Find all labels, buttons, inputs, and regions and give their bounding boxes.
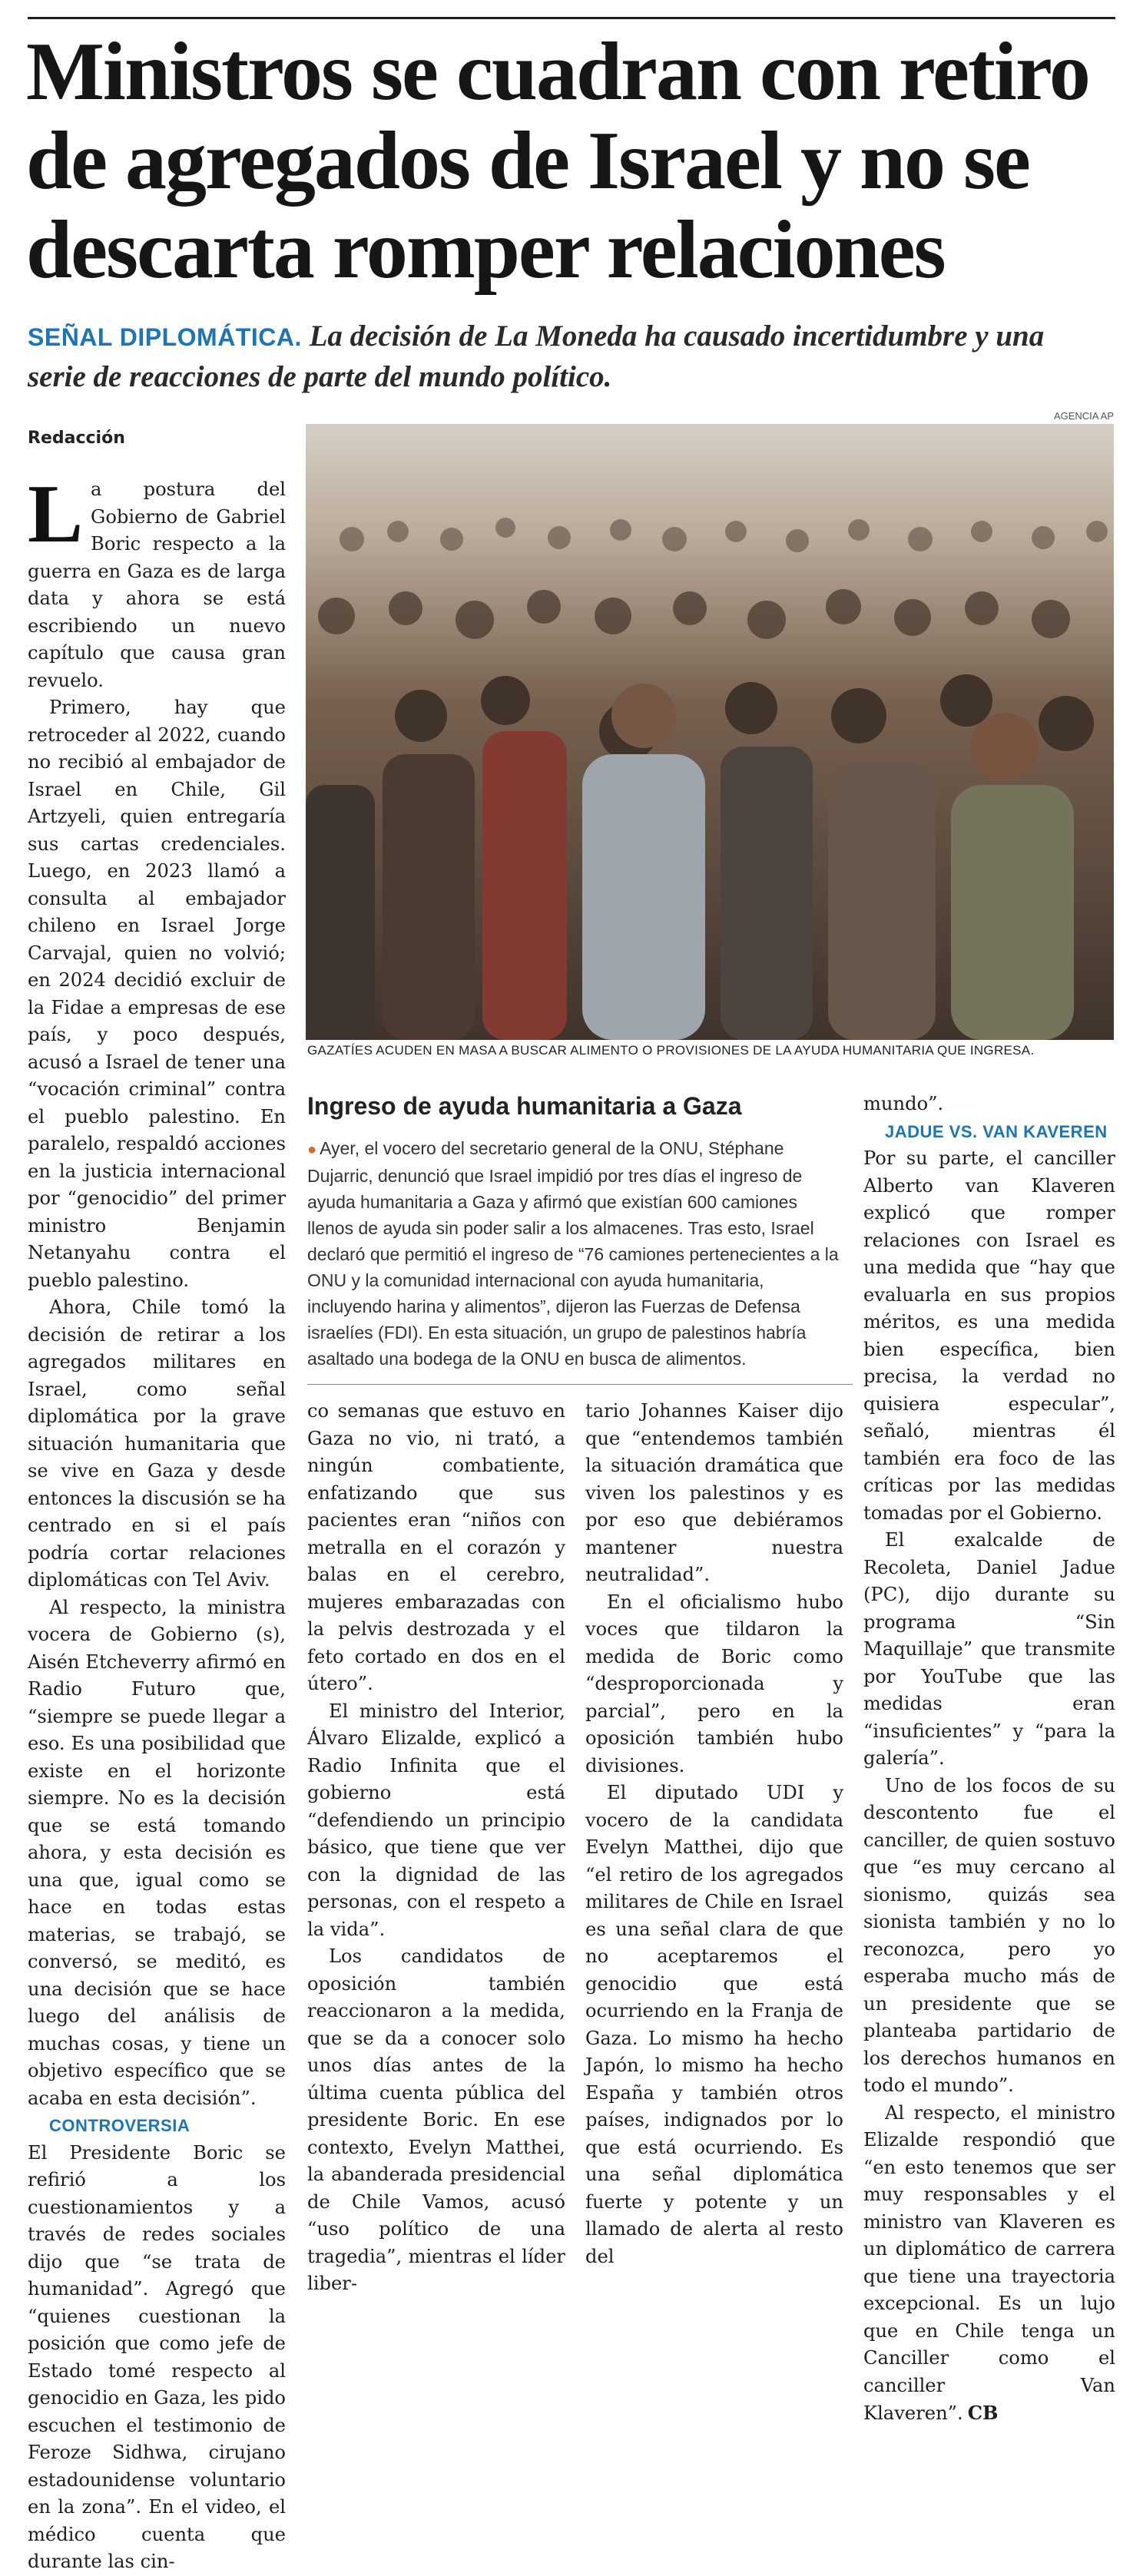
- bullet-dot-icon: ●: [307, 1141, 317, 1158]
- paragraph: [28, 469, 286, 694]
- section-subhead: JADUE VS. VAN KAVEREN: [885, 1121, 1108, 1141]
- drop-cap: L: [28, 469, 84, 560]
- box-divider: [307, 1384, 853, 1385]
- paragraph: El exalcalde de Recoleta, Daniel Jadue (PC), dijo durante su programa “Sin Maquillaje” que transmite por YouTube que las medidas eran “insuficientes” y “para la galería”.: [863, 1529, 1115, 1769]
- paragraph: Los candidatos de oposición también reaccionaron a la medida, que se da a conocer solo unos días antes de la última cuenta pública del presidente Boric. En ese contexto, Evelyn Matthei, la abanderada presidencial de Chile Vamos, acusó “uso político de una tragedia”, mientras el líder liber-: [307, 1945, 565, 2294]
- photo-caption: GAZATÍES ACUDEN EN MASA A BUSCAR ALIMENTO O PROVISIONES DE LA AYUDA HUMANITARIA QUE INGRESA.: [307, 1043, 1035, 1058]
- paragraph: El ministro del Interior, Álvaro Elizalde, explicó a Radio Infinita que el gobierno está “defendiendo un principio básico, que tiene que ver con la dignidad de las personas, con el respeto a la vida”.: [307, 1700, 565, 1940]
- box-text: Ayer, el vocero del secretario general de la ONU, Stéphane Dujarric, denunció que Israel impidió por tres días el ingreso de ayuda humanitaria a Gaza y afirmó que existían 600 camiones llenos de ayuda sin poder salir a los almacenes. Tras esto, Israel declaró que permitió el ingreso de “76 camiones pertenecientes a la ONU y la comunidad internacional con ayuda humanitaria, incluyendo harina y alimentos”, dijeron las Fuerzas de Defensa israelíes (FDI). En esta situación, un grupo de palestinos habría asaltado una bodega de la ONU en busca de alimentos.: [307, 1138, 839, 1369]
- crowd-photo-illustration: [306, 424, 1114, 1040]
- headline-line-2: de agregados de Israel y no se: [26, 115, 1029, 207]
- dek: [28, 316, 1103, 397]
- section-subhead: CONTROVERSIA: [49, 2116, 190, 2135]
- paragraph: El diputado UDI y vocero de la candidata Evelyn Matthei, dijo que “el retiro de los agregados militares de Chile en Israel es una señal clara de que no aceptaremos el genocidio que está ocurriendo en la Franja de Gaza. Lo mismo ha hecho Japón, lo mismo ha hecho España y también otros países, indignados por lo que está ocurriendo. Es una señal diplomática fuerte y potente y un llamado de alerta al resto del: [585, 1782, 843, 2267]
- headline: [26, 28, 1125, 295]
- headline-line-3: descarta romper relaciones: [26, 204, 945, 296]
- news-photo: [306, 424, 1114, 1040]
- paragraph: Ahora, Chile tomó la decisión de retirar a los agregados militares en Israel, como señal diplomática por la grave situación humanitaria que se vive en Gaza y desde entonces la discusión se ha centrado en si el país podría cortar relaciones diplomáticas con Tel Aviv.: [28, 1296, 286, 1591]
- dek-text: La decisión de La Moneda ha causado incertidumbre y una serie de reacciones de parte del mundo político.: [28, 320, 1045, 393]
- paragraph: Por su parte, el canciller Alberto van Klaveren explicó que romper relaciones con Israel es una medida que “hay que evaluarla en sus propios méritos, es una medida bien específica, bien precisa, la verdad no quisiera especular”, señaló, mientras él también era foco de las críticas por las medidas tomadas por el Gobierno.: [863, 1147, 1115, 1524]
- author-signoff: CB: [967, 2402, 999, 2424]
- article-column-1: [28, 469, 286, 2576]
- article-column-2: [307, 1398, 565, 2298]
- paragraph-text: a postura del Gobierno de Gabriel Boric respecto a la guerra en Gaza es de larga data y ahora se está escribiendo un nuevo capítulo que causa gran revuelo.: [28, 478, 286, 691]
- box-title: Ingreso de ayuda humanitaria a Gaza: [307, 1092, 742, 1120]
- headline-line-1: Ministros se cuadran con retiro: [26, 26, 1089, 118]
- photo-credit: AGENCIA AP: [1053, 410, 1114, 422]
- paragraph: tario Johannes Kaiser dijo que “entendemos también la situación dramática que viven los palestinos y es por eso que debiéramos mantener nuestra neutralidad”.: [585, 1400, 843, 1585]
- paragraph: co semanas que estuvo en Gaza no vio, ni trató, a ningún combatiente, enfatizando que sus pacientes eran “niños con metralla en el corazón y balas en el cerebro, mujeres embarazadas con la pelvis destrozada y el feto cortado en dos en el útero”.: [307, 1400, 565, 1694]
- paragraph: Uno de los focos de su descontento fue el canciller, de quien sostuvo que “es muy cercano al sionismo, quizás sea sionista también y no lo reconozca, pero yo esperaba mucho más de un presidente que se planteaba partidario de los derechos humanos en todo el mundo”.: [863, 1774, 1115, 2096]
- paragraph: El Presidente Boric se refirió a los cuestionamientos y a través de redes sociales dijo que “se trata de humanidad”. Agregó que “quienes cuestionan la posición que como jefe de Estado tomé respecto al genocidio en Gaza, les pido escuchen el testimonio de Feroze Sidhwa, cirujano estadounidense voluntario en la zona”. En el video, el médico cuenta que durante las cin-: [28, 2141, 286, 2572]
- box-body: [307, 1135, 845, 1372]
- dek-kicker: SEÑAL DIPLOMÁTICA.: [28, 323, 302, 351]
- paragraph-text: Al respecto, el ministro Elizalde respondió que “en esto tenemos que ser muy responsables y el ministro van Klaveren es un diplomático de carrera que tiene una trayectoria excepcional. Es un lujo que en Chile tenga un Canciller como el canciller Van Klaveren”.: [863, 2101, 1115, 2424]
- paragraph: mundo”.: [863, 1093, 944, 1114]
- article-column-3: [585, 1398, 843, 2270]
- paragraph: Primero, hay que retroceder al 2022, cuando no recibió al embajador de Israel en Chile, Gil Artzyeli, quien entregaría sus cartas credenciales. Luego, en 2023 llamó a consulta al embajador chileno en Israel Jorge Carvajal, quien no volvió; en 2024 decidió excluir de la Fidae a empresas de ese país, y poco después, acusó a Israel de tener una “vocación criminal” contra el pueblo palestino. En paralelo, respaldó acciones en la justicia internacional por “genocidio” del primer ministro Benjamin Netanyahu contra el pueblo palestino.: [28, 697, 286, 1291]
- article-column-4: [863, 1091, 1115, 2428]
- byline: Redacción: [28, 429, 125, 448]
- paragraph: [863, 2100, 1115, 2428]
- paragraph: Al respecto, la ministra vocera de Gobierno (s), Aisén Etcheverry afirmó en Radio Futuro que, “siempre se puede llegar a eso. Es una posibilidad que existe en el horizonte siempre. No es la decisión que se está tomando ahora, y esta decisión es una que, igual como se hace en todas estas materias, se trabajó, se conversó, se meditó, es una decisión que se hace luego del análisis de muchas cosas, y tiene un objetivo específico que se acaba en esta decisión”.: [28, 1596, 286, 2109]
- paragraph: En el oficialismo hubo voces que tildaron la medida de Boric como “desproporcionada y parcial”, pero en la oposición también hubo divisiones.: [585, 1591, 843, 1776]
- top-rule: [28, 17, 1115, 19]
